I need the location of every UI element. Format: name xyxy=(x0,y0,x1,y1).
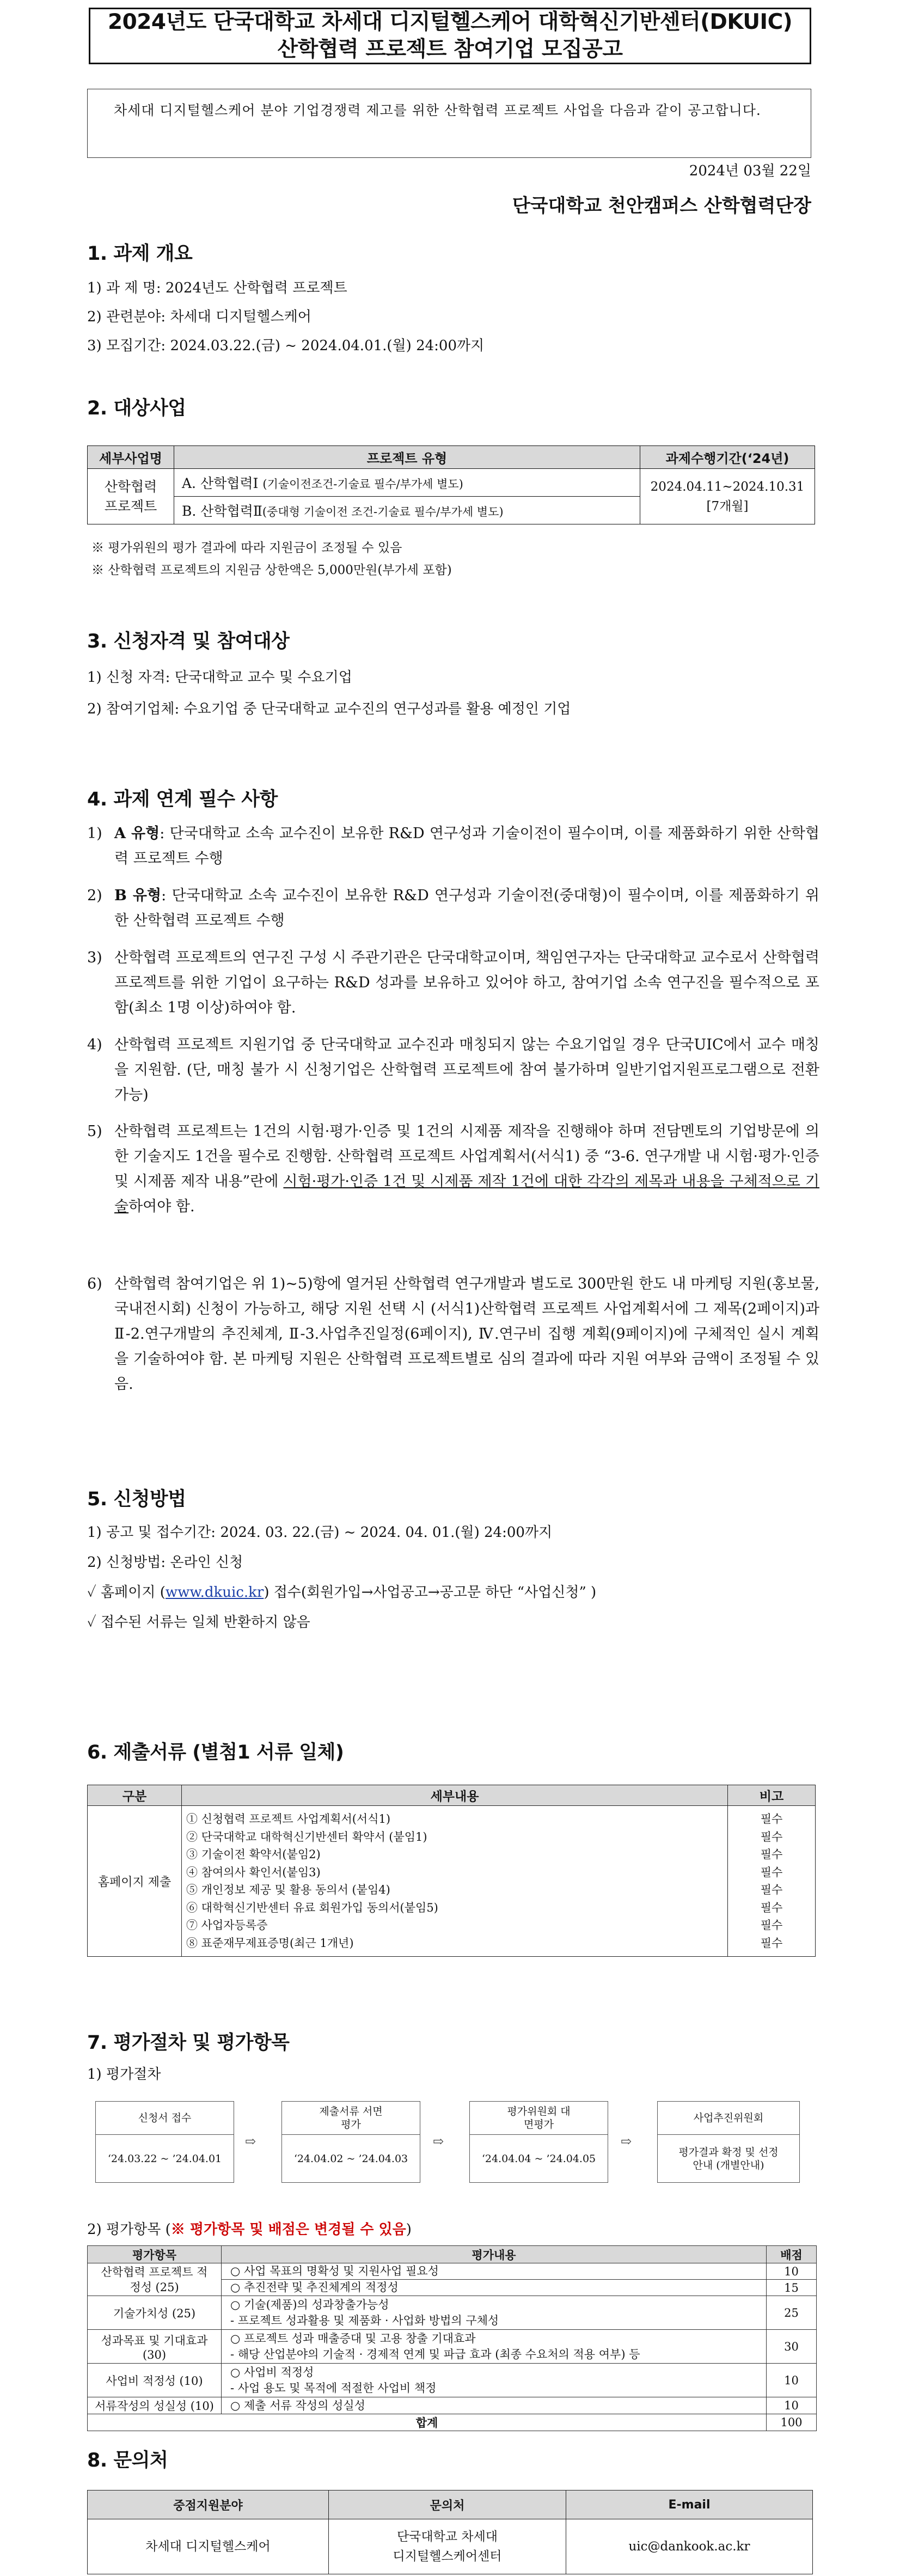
contact-table xyxy=(87,2490,813,2574)
eval-score: 10 xyxy=(767,2397,817,2414)
s5-check-1: ✓ 홈페이지 (www.dkuic.kr) 접수(회원가입→사업공고→공고문 하단 “사업신청” ) xyxy=(87,1584,597,1601)
intro-text: 차세대 디지털헬스케어 분야 기업경쟁력 제고를 위한 산학협력 프로젝트 사업을 다음과 같이 공고합니다. xyxy=(87,89,811,158)
eval-score: 25 xyxy=(767,2296,817,2330)
eval-content: ○ 프로젝트 성과 매출증대 및 고용 창출 기대효과 - 해당 산업분야의 기술적 · 경제적 연계 및 파급 효과 (최종 수요처의 적용 여부) 등 xyxy=(222,2330,767,2364)
section-8-heading: 8. 문의처 xyxy=(87,2450,168,2471)
s4-item-2: 2) B 유형: 단국대학교 소속 교수진이 보유한 R&D 연구성과 기술이전(중대형)이 필수이며, 이를 제품화하기 위한 산학협력 프로젝트 수행 xyxy=(87,887,820,929)
col-header: 프로젝트 유형 xyxy=(174,446,640,469)
period: 2024.04.11~2024.10.31 [7개월] xyxy=(640,469,815,524)
s7-sub-2: 2) 평가항목 (※ 평가항목 및 배점은 변경될 수 있음) xyxy=(87,2221,412,2238)
flow-step-2: 제출서류 서면평가 ‘24.04.02 ~ ’24.04.03 xyxy=(281,2101,420,2183)
total-score: 100 xyxy=(767,2414,817,2431)
section-3-heading: 3. 신청자격 및 참여대상 xyxy=(87,631,290,652)
eval-item: 기술가치성 (25) xyxy=(88,2296,222,2330)
s4-item-4: 4) 산학협력 프로젝트 지원기업 중 단국대학교 교수진과 매칭되지 않는 수요기업일 경우 단국UIC에서 교수 매칭을 지원함. (단, 매칭 불가 시 신청기업은 산학협력 프로젝트에 참여 불가하며 일반기업지원프로그램으로 전환 가능) xyxy=(87,1036,819,1103)
arrow-right-icon: ⇨ xyxy=(245,2134,256,2149)
col-header: 문의처 xyxy=(329,2490,566,2519)
eval-score: 30 xyxy=(767,2330,817,2364)
contact-email[interactable]: uic@dankook.ac.kr xyxy=(566,2519,813,2574)
col-header: 평가내용 xyxy=(222,2246,767,2263)
s5-item: 2) 신청방법: 온라인 신청 xyxy=(87,1554,243,1571)
notice-date: 2024년 03월 22일 xyxy=(689,163,811,179)
program-name: 산학협력 프로젝트 xyxy=(88,469,174,524)
doc-category: 홈페이지 제출 xyxy=(88,1806,182,1957)
section-6-heading: 6. 제출서류 (별첨1 서류 일체) xyxy=(87,1742,344,1763)
eval-item: 서류작성의 성실성 (10) xyxy=(88,2397,222,2414)
s5-check-2: ✓ 접수된 서류는 일체 반환하지 않음 xyxy=(87,1614,310,1631)
s1-item: 2) 관련분야: 차세대 디지털헬스케어 xyxy=(87,309,311,325)
s3-item: 2) 참여기업체: 수요기업 중 단국대학교 교수진의 연구성과를 활용 예정인 기업 xyxy=(87,701,571,717)
doc-item: ⑥ 대학혁신기반센터 유료 회원가입 동의서(붙임5) xyxy=(186,1901,438,1914)
doc-item: ④ 참여의사 확인서(붙임3) xyxy=(186,1865,321,1879)
eval-item: 사업비 적정성 (10) xyxy=(88,2364,222,2397)
col-header: 세부내용 xyxy=(182,1785,728,1806)
eval-score: 10 xyxy=(767,2364,817,2397)
s5-item: 1) 공고 및 접수기간: 2024. 03. 22.(금) ~ 2024. 04. 01.(월) 24:00까지 xyxy=(87,1524,553,1541)
eval-content: ○ 기술(제품)의 성과창출가능성 - 프로젝트 성과활용 및 제품화 · 사업화 방법의 구체성 xyxy=(222,2296,767,2330)
s4-item-1: 1) A 유형: 단국대학교 소속 교수진이 보유한 R&D 연구성과 기술이전이 필수이며, 이를 제품화하기 위한 산학협력 프로젝트 수행 xyxy=(87,825,819,867)
s3-item: 1) 신청 자격: 단국대학교 교수 및 수요기업 xyxy=(87,669,352,686)
s4-item-3: 3) 산학협력 프로젝트의 연구진 구성 시 주관기관은 단국대학교이며, 책임연구자는 단국대학교 교수로서 산학협력 프로젝트를 위한 기업이 요구하는 R&D 성과를 보유하고 있어야 하고, 참여기업 소속 연구진을 필수적으로 포함(최소 1명 이상)하여야 함. xyxy=(87,949,819,1016)
section-4-heading: 4. 과제 연계 필수 사항 xyxy=(87,789,278,810)
notice-title xyxy=(89,8,811,64)
s2-note: ※ 산학협력 프로젝트의 지원금 상한액은 5,000만원(부가세 포함) xyxy=(91,563,452,577)
eval-content: ○ 사업비 적정성 - 사업 용도 및 목적에 적절한 사업비 책정 xyxy=(222,2364,767,2397)
flow-step-4: 사업추진위원회 평가결과 확정 및 선정안내 (개별안내) xyxy=(657,2101,800,2183)
s2-note: ※ 평가위원의 평가 결과에 따라 지원금이 조정될 수 있음 xyxy=(91,541,402,555)
s4-item-5: 5) 산학협력 프로젝트는 1건의 시험·평가·인증 및 1건의 시제품 제작을 진행해야 하며 전담멘토의 기업방문에 의한 기술지도 1건을 필수로 진행함. 산학협력 프로젝트 사업계획서(서식1) 중 “3-6. 연구개발 내 시험·평가·인증 및 시제품 제작 내용”란에 시험·평가·인증 1건 및 시제품 제작 1건에 대한 각각의 제목과 내용을 구체적으로 기술하여야 함. xyxy=(87,1123,819,1215)
col-header: 중점지원분야 xyxy=(88,2490,329,2519)
website-link[interactable]: www.dkuic.kr xyxy=(165,1584,264,1601)
evaluation-table xyxy=(87,2245,817,2431)
program-table xyxy=(87,445,815,524)
col-header: 평가항목 xyxy=(88,2246,222,2263)
section-2-heading: 2. 대상사업 xyxy=(87,398,186,419)
issuer: 단국대학교 천안캠퍼스 산학협력단장 xyxy=(512,195,811,217)
arrow-right-icon: ⇨ xyxy=(621,2134,632,2149)
flow-step-3: 평가위원회 대면평가 ‘24.04.04 ~ ’24.04.05 xyxy=(469,2101,608,2183)
s1-item: 1) 과 제 명: 2024년도 산학협력 프로젝트 xyxy=(87,280,347,296)
contact-field: 차세대 디지털헬스케어 xyxy=(88,2519,329,2574)
doc-item: ① 신청협력 프로젝트 사업계획서(서식1) xyxy=(186,1812,391,1826)
col-header: E-mail xyxy=(566,2490,813,2519)
eval-score: 15 xyxy=(767,2280,817,2296)
change-notice: ※ 평가항목 및 배점은 변경될 수 있음 xyxy=(170,2221,406,2238)
doc-list xyxy=(182,1806,728,1957)
flow-step-1: 신청서 접수 ‘24.03.22 ~ ’24.04.01 xyxy=(95,2101,234,2183)
contact-org: 단국대학교 차세대 디지털헬스케어센터 xyxy=(329,2519,566,2574)
doc-item: ⑧ 표준재무제표증명(최근 1개년) xyxy=(186,1936,354,1950)
section-1-heading: 1. 과제 개요 xyxy=(87,243,193,265)
eval-item: 성과목표 및 기대효과 (30) xyxy=(88,2330,222,2364)
doc-required: 필수 필수 필수 필수 필수 필수 필수 필수 xyxy=(728,1806,816,1957)
eval-item: 산학협력 프로젝트 적정성 (25) xyxy=(88,2263,222,2296)
eval-content: ○ 추진전략 및 추진체계의 적정성 xyxy=(222,2280,767,2296)
section-5-heading: 5. 신청방법 xyxy=(87,1488,186,1510)
section-7-heading: 7. 평가절차 및 평가항목 xyxy=(87,2032,290,2054)
col-header: 세부사업명 xyxy=(88,446,174,469)
documents-table xyxy=(87,1785,816,1957)
type-a: A. 산학협력Ⅰ (기술이전조건-기술료 필수/부가세 별도) xyxy=(174,469,640,497)
type-b: B. 산학협력Ⅱ(중대형 기술이전 조건-기술료 필수/부가세 별도) xyxy=(174,497,640,524)
doc-item: ③ 기술이전 확약서(붙임2) xyxy=(186,1848,321,1861)
eval-content: ○ 제출 서류 작성의 성실성 xyxy=(222,2397,767,2414)
doc-item: ⑤ 개인정보 제공 및 활용 동의서 (붙임4) xyxy=(186,1883,390,1896)
col-header: 비고 xyxy=(728,1785,816,1806)
s4-item-6: 6) 산학협력 참여기업은 위 1)~5)항에 열거된 산학협력 연구개발과 별도로 300만원 한도 내 마케팅 지원(홍보물, 국내전시회) 신청이 가능하고, 해당 지원 선택 시 (서식1)산학협력 프로젝트 사업계획서에 그 제목(2페이지)과 Ⅱ-2.연구개발의 추진체계, Ⅱ-3.사업추진일정(6페이지), Ⅳ.연구비 집행 계획(9페이지)에 구체적인 실시 계획을 기술하여야 함. 본 마케팅 지원은 산학협력 프로젝트별로 심의 결과에 따라 지원 여부와 금액이 조정될 수 있음. xyxy=(87,1275,819,1393)
doc-item: ⑦ 사업자등록증 xyxy=(186,1919,268,1932)
s7-sub-1: 1) 평가절차 xyxy=(87,2066,161,2083)
doc-item: ② 단국대학교 대학혁신기반센터 확약서 (붙임1) xyxy=(186,1830,427,1844)
eval-content: ○ 사업 목표의 명확성 및 지원사업 필요성 xyxy=(222,2263,767,2280)
col-header: 배점 xyxy=(767,2246,817,2263)
eval-score: 10 xyxy=(767,2263,817,2280)
col-header: 과제수행기간(‘24년) xyxy=(640,446,815,469)
total-label: 합계 xyxy=(88,2414,767,2431)
title-line-2: 산학협력 프로젝트 참여기업 모집공고 xyxy=(277,37,623,62)
col-header: 구분 xyxy=(88,1785,182,1806)
title-line-1: 2024년도 단국대학교 차세대 디지털헬스케어 대학혁신기반센터(DKUIC) xyxy=(107,10,793,34)
s1-item: 3) 모집기간: 2024.03.22.(금) ~ 2024.04.01.(월) 24:00까지 xyxy=(87,338,485,354)
arrow-right-icon: ⇨ xyxy=(433,2134,444,2149)
